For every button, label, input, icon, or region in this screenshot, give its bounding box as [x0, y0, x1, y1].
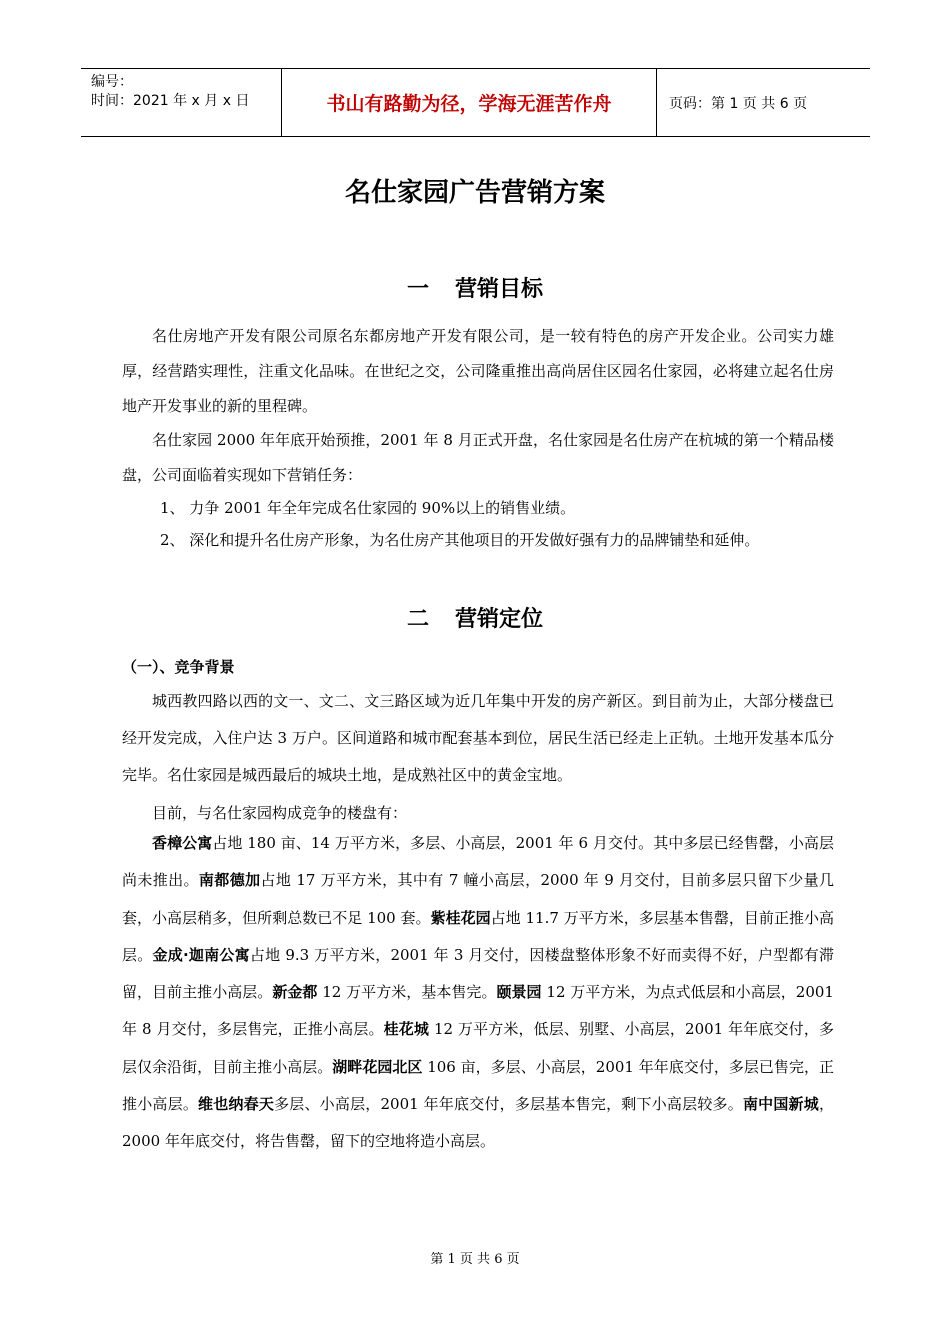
competitor-name: 南中国新城: [742, 1095, 819, 1114]
page-header: [81, 68, 870, 137]
competitor-desc: 占地 17 万平方米，其中有 7 幢小高层，2000 年 9 月交付，目前多层只留下少量几套，小高层稍多，但所剩总数已不足 100 套。: [122, 871, 834, 927]
competitor-list: [122, 825, 834, 1161]
competitor-name: 南都德加: [198, 871, 261, 890]
section2-para1: 城西教四路以西的文一、文二、文三路区域为近几年集中开发的房产新区。到目前为止，大部分楼盘已经开发完成，入住户达 3 万户。区间道路和城市配套基本到位，居民生活已经走上正轨。土地开发基本瓜分完毕。名仕家园是城西最后的城块土地，是成熟社区中的黄金宝地。: [122, 692, 834, 784]
competitor-desc: 12 万平方米，低层、别墅、小高层，2001 年年底交付，多层仅余沿街，目前主推小高层。: [122, 1020, 834, 1076]
time-label: 时间：2021 年 x 月 x 日: [91, 93, 250, 109]
section1-number: 一: [406, 277, 429, 302]
section2-subheading: （一）、竞争背景: [122, 658, 235, 676]
document-title: 名仕家园广告营销方案: [344, 178, 605, 208]
section1-para1: 名仕房地产开发有限公司原名东都房地产开发有限公司，是一较有特色的房产开发企业。公司实力雄厚，经营踏实理性，注重文化品味。在世纪之交，公司隆重推出高尚居住区园名仕家园，必将建立起名仕房地产开发事业的新的里程碑。: [122, 327, 834, 415]
competitor-desc: 占地 9.3 万平方米，2001 年 3 月交付，因楼盘整体形象不好而卖得不好，户型都有滞留，目前主推小高层。: [122, 945, 834, 1002]
competitor-name: 维也纳春天: [198, 1095, 275, 1114]
competitor-desc: 占地 180 亩、14 万平方米，多层、小高层，2001 年 6 月交付。其中多层已经售罄，小高层尚未推出。: [122, 834, 834, 890]
section2-number: 二: [406, 607, 429, 632]
page-footer: 第 1 页 共 6 页: [430, 1252, 520, 1267]
competitor-desc: 占地 11.7 万平方米，多层基本售罄，目前正推小高层。: [122, 908, 835, 964]
header-meta: [81, 69, 281, 136]
competitor-name: 香樟公寓: [152, 834, 213, 852]
section1-para2: 名仕家园 2000 年年底开始预推，2001 年 8 月正式开盘，名仕家园是名仕房产在杭城的第一个精品楼盘，公司面临着实现如下营销任务：: [122, 431, 834, 484]
section2-heading: [0, 602, 950, 633]
competitor-desc: ，2000 年年底交付，将告售罄，留下的空地将造小高层。: [122, 1095, 834, 1151]
competitor-desc: 12 万平方米，基本售完。: [317, 983, 497, 1002]
section2-title: 营销定位: [455, 607, 544, 632]
competitor-name: 湖畔花园北区: [332, 1057, 423, 1076]
section1-heading: [0, 272, 950, 303]
competitor-name: 桂花城: [383, 1020, 430, 1039]
competitor-name: 新金都: [272, 983, 318, 1002]
competitor-desc: 12 万平方米，为点式低层和小高层，2001 年 8 月交付，多层售完，正推小高层。: [122, 983, 834, 1039]
section2-para2: 目前，与名仕家园构成竞争的楼盘有：: [152, 804, 408, 822]
competitor-name: 紫桂花园: [430, 908, 491, 927]
section1-item2: 2、 深化和提升名仕房产形象，为名仕房产其他项目的开发做好强有力的品牌铺垫和延伸。: [160, 531, 760, 549]
header-page-info: 页码：第 1 页 共 6 页: [669, 95, 808, 112]
competitor-name: 颐景园: [496, 983, 542, 1002]
number-label: 编号：: [91, 74, 133, 90]
section1-item1: 1、 力争 2001 年全年完成名仕家园的 90%以上的销售业绩。: [160, 499, 576, 517]
competitor-desc: 106 亩，多层、小高层，2001 年年底交付，多层已售完，正推小高层。: [122, 1057, 834, 1114]
header-motto: 书山有路勤为径，学海无涯苦作舟: [281, 69, 657, 136]
competitor-name: 金成·迦南公寓: [152, 945, 250, 964]
section1-title: 营销目标: [455, 277, 544, 302]
competitor-desc: 多层、小高层，2001 年年底交付，多层基本售完，剩下小高层较多。: [274, 1095, 743, 1114]
